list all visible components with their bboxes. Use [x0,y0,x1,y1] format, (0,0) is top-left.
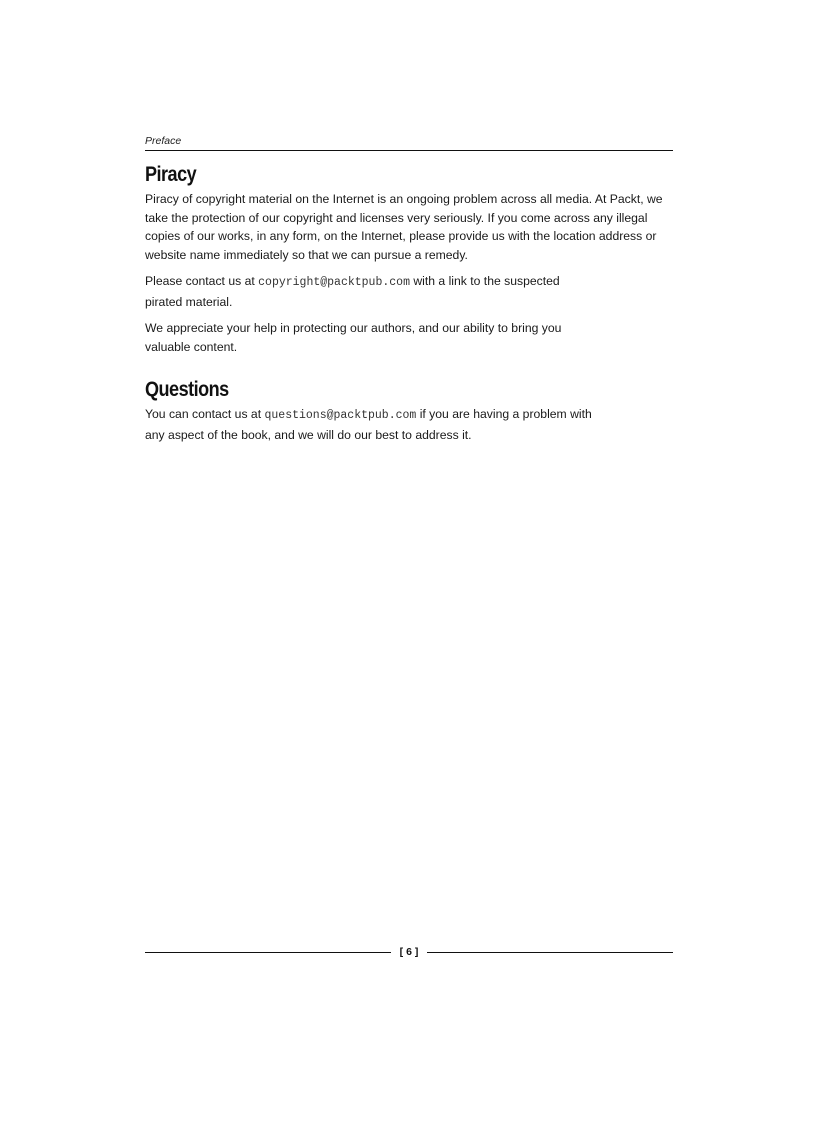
piracy-contact-text-end: pirated material. [145,294,233,309]
questions-email: questions@packtpub.com [264,409,417,422]
copyright-email: copyright@packtpub.com [258,276,410,289]
page-footer [145,944,673,960]
piracy-paragraph-1: Piracy of copyright material on the Internet is an ongoing problem across all media. At Packt, we take the protection of our copyright and licenses very seriously. If you come across any illegal copies of our works, in any form, on the Internet, please provide us with the location address or website name immediately so that we can pursue a remedy. [145,192,663,262]
piracy-appreciation-line2: valuable content. [145,339,238,354]
section-heading-piracy: Piracy [145,163,197,186]
page-content [145,134,673,452]
piracy-appreciation-line1: We appreciate your help in protecting our authors, and our ability to bring you [145,321,562,335]
questions-contact-text-cont: if you are having a problem with [416,407,592,421]
questions-contact-text: You can contact us at [145,407,265,421]
piracy-contact-text-cont: with a link to the suspected [409,274,560,288]
piracy-contact-text: Please contact us at [145,274,259,288]
footer-rule-left [145,952,391,953]
questions-paragraph [145,405,673,444]
piracy-paragraph-2 [145,272,673,311]
running-head: Preface [145,134,673,151]
footer-rule-right [427,952,673,953]
section-heading-questions: Questions [145,378,229,401]
page-number: [ 6 ] [399,946,419,958]
piracy-paragraph-3 [145,319,673,356]
questions-contact-text-end: any aspect of the book, and we will do our best to address it. [145,427,472,442]
